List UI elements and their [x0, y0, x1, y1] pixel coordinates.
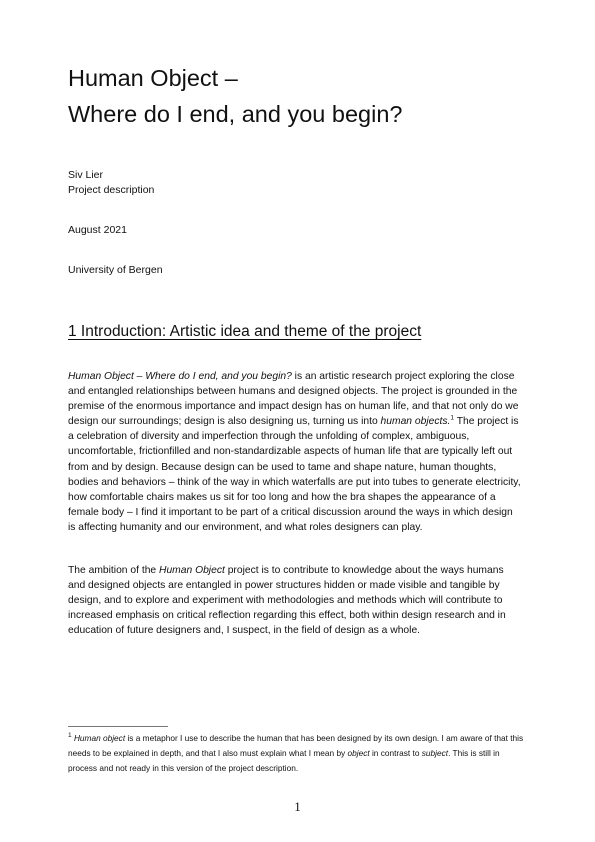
footnote-object-italic: object: [347, 748, 370, 759]
human-object-italic: Human Object: [159, 565, 225, 576]
footnote-number: 1: [68, 732, 72, 740]
project-title-italic: Human Object – Where do I end, and you begin?: [68, 371, 292, 382]
human-objects-italic: human objects.: [380, 416, 451, 428]
paragraph2-text-a: The ambition of the: [68, 565, 160, 576]
footnote-subject-italic: subject: [421, 748, 449, 759]
page-number: 1: [294, 799, 301, 814]
paragraph1-text-b: The project is a celebration of diversity and imperfection through the unfolding of complex, ambiguous, uncomfortable, frictionfilled and non-standardizable aspects of human life that are typically left out from and by design. Because design can be used to tame and shape nature, human thoughts, bodies and behaviors – think of the way in which waterfalls are put into tubes to generate electricity, how comfortable chairs makes us sit for too long and how the bra shapes the appearance of a female body – I find it important to be part of a critical discussion around the ways in which design is affecting humanity and our environment, and what roles designers can play.: [68, 416, 521, 533]
paragraph2-text-b: project is to contribute to knowledge about the ways humans and designed objects are entangled in power structures hidden or made visible and tangible by design, and to explore and experiment with methodologies and methods which will contribute to increased emphasis on critical reflection regarding this effect, both within design research and in education of future designers and, I suspect, in the field of design as a whole.: [68, 565, 506, 637]
document-type: Project description: [68, 184, 155, 196]
intro-paragraph-2: [68, 563, 522, 638]
footnote-term-italic: Human object: [73, 733, 126, 743]
document-date: August 2021: [68, 224, 127, 236]
footnote-divider: [68, 726, 168, 727]
footnote-text-b: in contrast to: [369, 748, 422, 759]
footnote-text-a: is a metaphor I use to describe the human that has been designed by its own design. I am aware of that this needs to be explained in depth, and that I also must explain what I mean by: [68, 733, 524, 759]
author-name: Siv Lier: [68, 169, 104, 181]
title-line-1: Human Object –: [68, 65, 238, 91]
footnote-reference[interactable]: 1: [450, 414, 455, 422]
intro-paragraph-1: [68, 369, 522, 535]
footnote-text-c: . This is still in process and not ready in this version of the project description.: [68, 748, 500, 774]
section-heading: 1 Introduction: Artistic idea and theme of the project: [68, 323, 422, 340]
title-line-2: Where do I end, and you begin?: [68, 101, 403, 127]
institution-name: University of Bergen: [68, 264, 163, 276]
footnote: [68, 731, 528, 777]
paragraph1-text-a: is an artistic research project exploring the close and entangled relationships between humans and designed objects. The project is grounded in the premise of the enormous importance and impact design has on human life, and that not only do we design our surroundings; design is also designing us, turning us into: [68, 371, 519, 428]
